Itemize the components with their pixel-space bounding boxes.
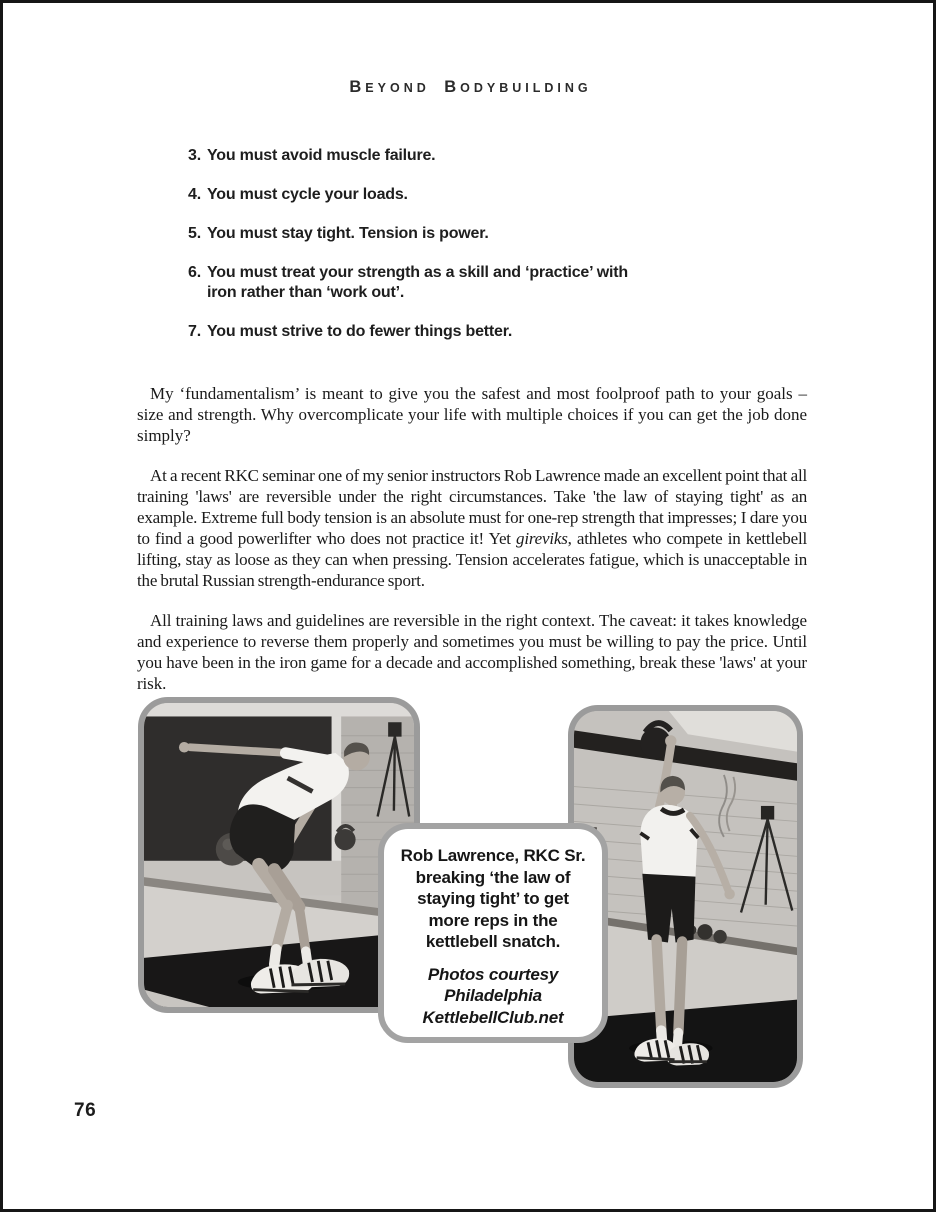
photo-caption-box xyxy=(378,823,608,1043)
list-item xyxy=(188,185,748,205)
list-item-number: 6. xyxy=(188,264,201,281)
page-number: 76 xyxy=(74,1100,97,1121)
body-paragraph-1: My ‘fundamentalism’ is meant to give you the safest and most foolproof path to your goals – size and strength. Why overcomplicate your life with multiple choices if you can get the job done simply? xyxy=(137,384,807,445)
caption-line: more reps in the xyxy=(428,910,558,930)
list-item-number: 3. xyxy=(188,147,201,164)
credit-line: Photos courtesy xyxy=(427,964,559,984)
paragraph-2-text: , athletes who compete in kettlebell lifting, stay as loose as they can when pressing. Tension accelerates fatigue, which is unacceptable in the brutal Russian strength-endurance sport. xyxy=(137,529,807,590)
left-photo-illustration xyxy=(144,703,414,1007)
list-item xyxy=(188,263,748,303)
caption-line: breaking ‘the law of xyxy=(415,867,571,887)
caption-line: kettlebell snatch. xyxy=(425,932,561,951)
body-paragraph-2 xyxy=(137,465,807,591)
paragraph-2-text: At a recent RKC seminar one of my senior instructors Rob Lawrence made an excellent point that all training 'laws' are reversible under the right circumstances. Take 'the law of staying tight' as an example. Extreme full body tension is an absolute must for one-rep strength that impresses; I dare you to find a good powerlifter who does not practice it! Yet xyxy=(137,466,807,548)
paragraph-2-italic-term: gireviks xyxy=(516,529,568,548)
credit-line: Philadelphia xyxy=(444,986,542,1005)
list-item-number: 7. xyxy=(188,323,201,340)
list-item-number: 5. xyxy=(188,225,201,242)
list-item-number: 4. xyxy=(188,186,201,203)
list-item-text: You must strive to do fewer things better. xyxy=(207,323,513,340)
list-item-text: You must stay tight. Tension is power. xyxy=(207,225,489,242)
list-item xyxy=(188,224,748,244)
running-head-word-1: BEYOND xyxy=(349,78,430,96)
credit-line: KettlebellClub.net xyxy=(422,1007,564,1027)
body-paragraph-3: All training laws and guidelines are reversible in the right context. The caveat: it takes knowledge and experience to reverse them properly and sometimes you must be willing to pay the price. Until you have been in the iron game for a decade and accomplished something, break these 'laws' at your risk. xyxy=(137,611,807,693)
list-item-text: You must cycle your loads. xyxy=(207,186,408,203)
running-head-word-2: BODYBUILDING xyxy=(444,78,592,96)
list-item xyxy=(188,322,748,342)
list-item-text: You must avoid muscle failure. xyxy=(207,147,436,164)
caption-line: Rob Lawrence, RKC Sr. xyxy=(400,846,586,865)
list-item-text-line: You must treat your strength as a skill and ‘practice’ with xyxy=(207,264,628,281)
caption-line: staying tight’ to get xyxy=(417,889,569,908)
list-item-text-line: iron rather than ‘work out’. xyxy=(207,284,405,301)
list-item xyxy=(188,146,748,166)
training-laws-list xyxy=(188,146,748,361)
running-head xyxy=(0,78,941,97)
photo-credit xyxy=(384,964,602,1029)
